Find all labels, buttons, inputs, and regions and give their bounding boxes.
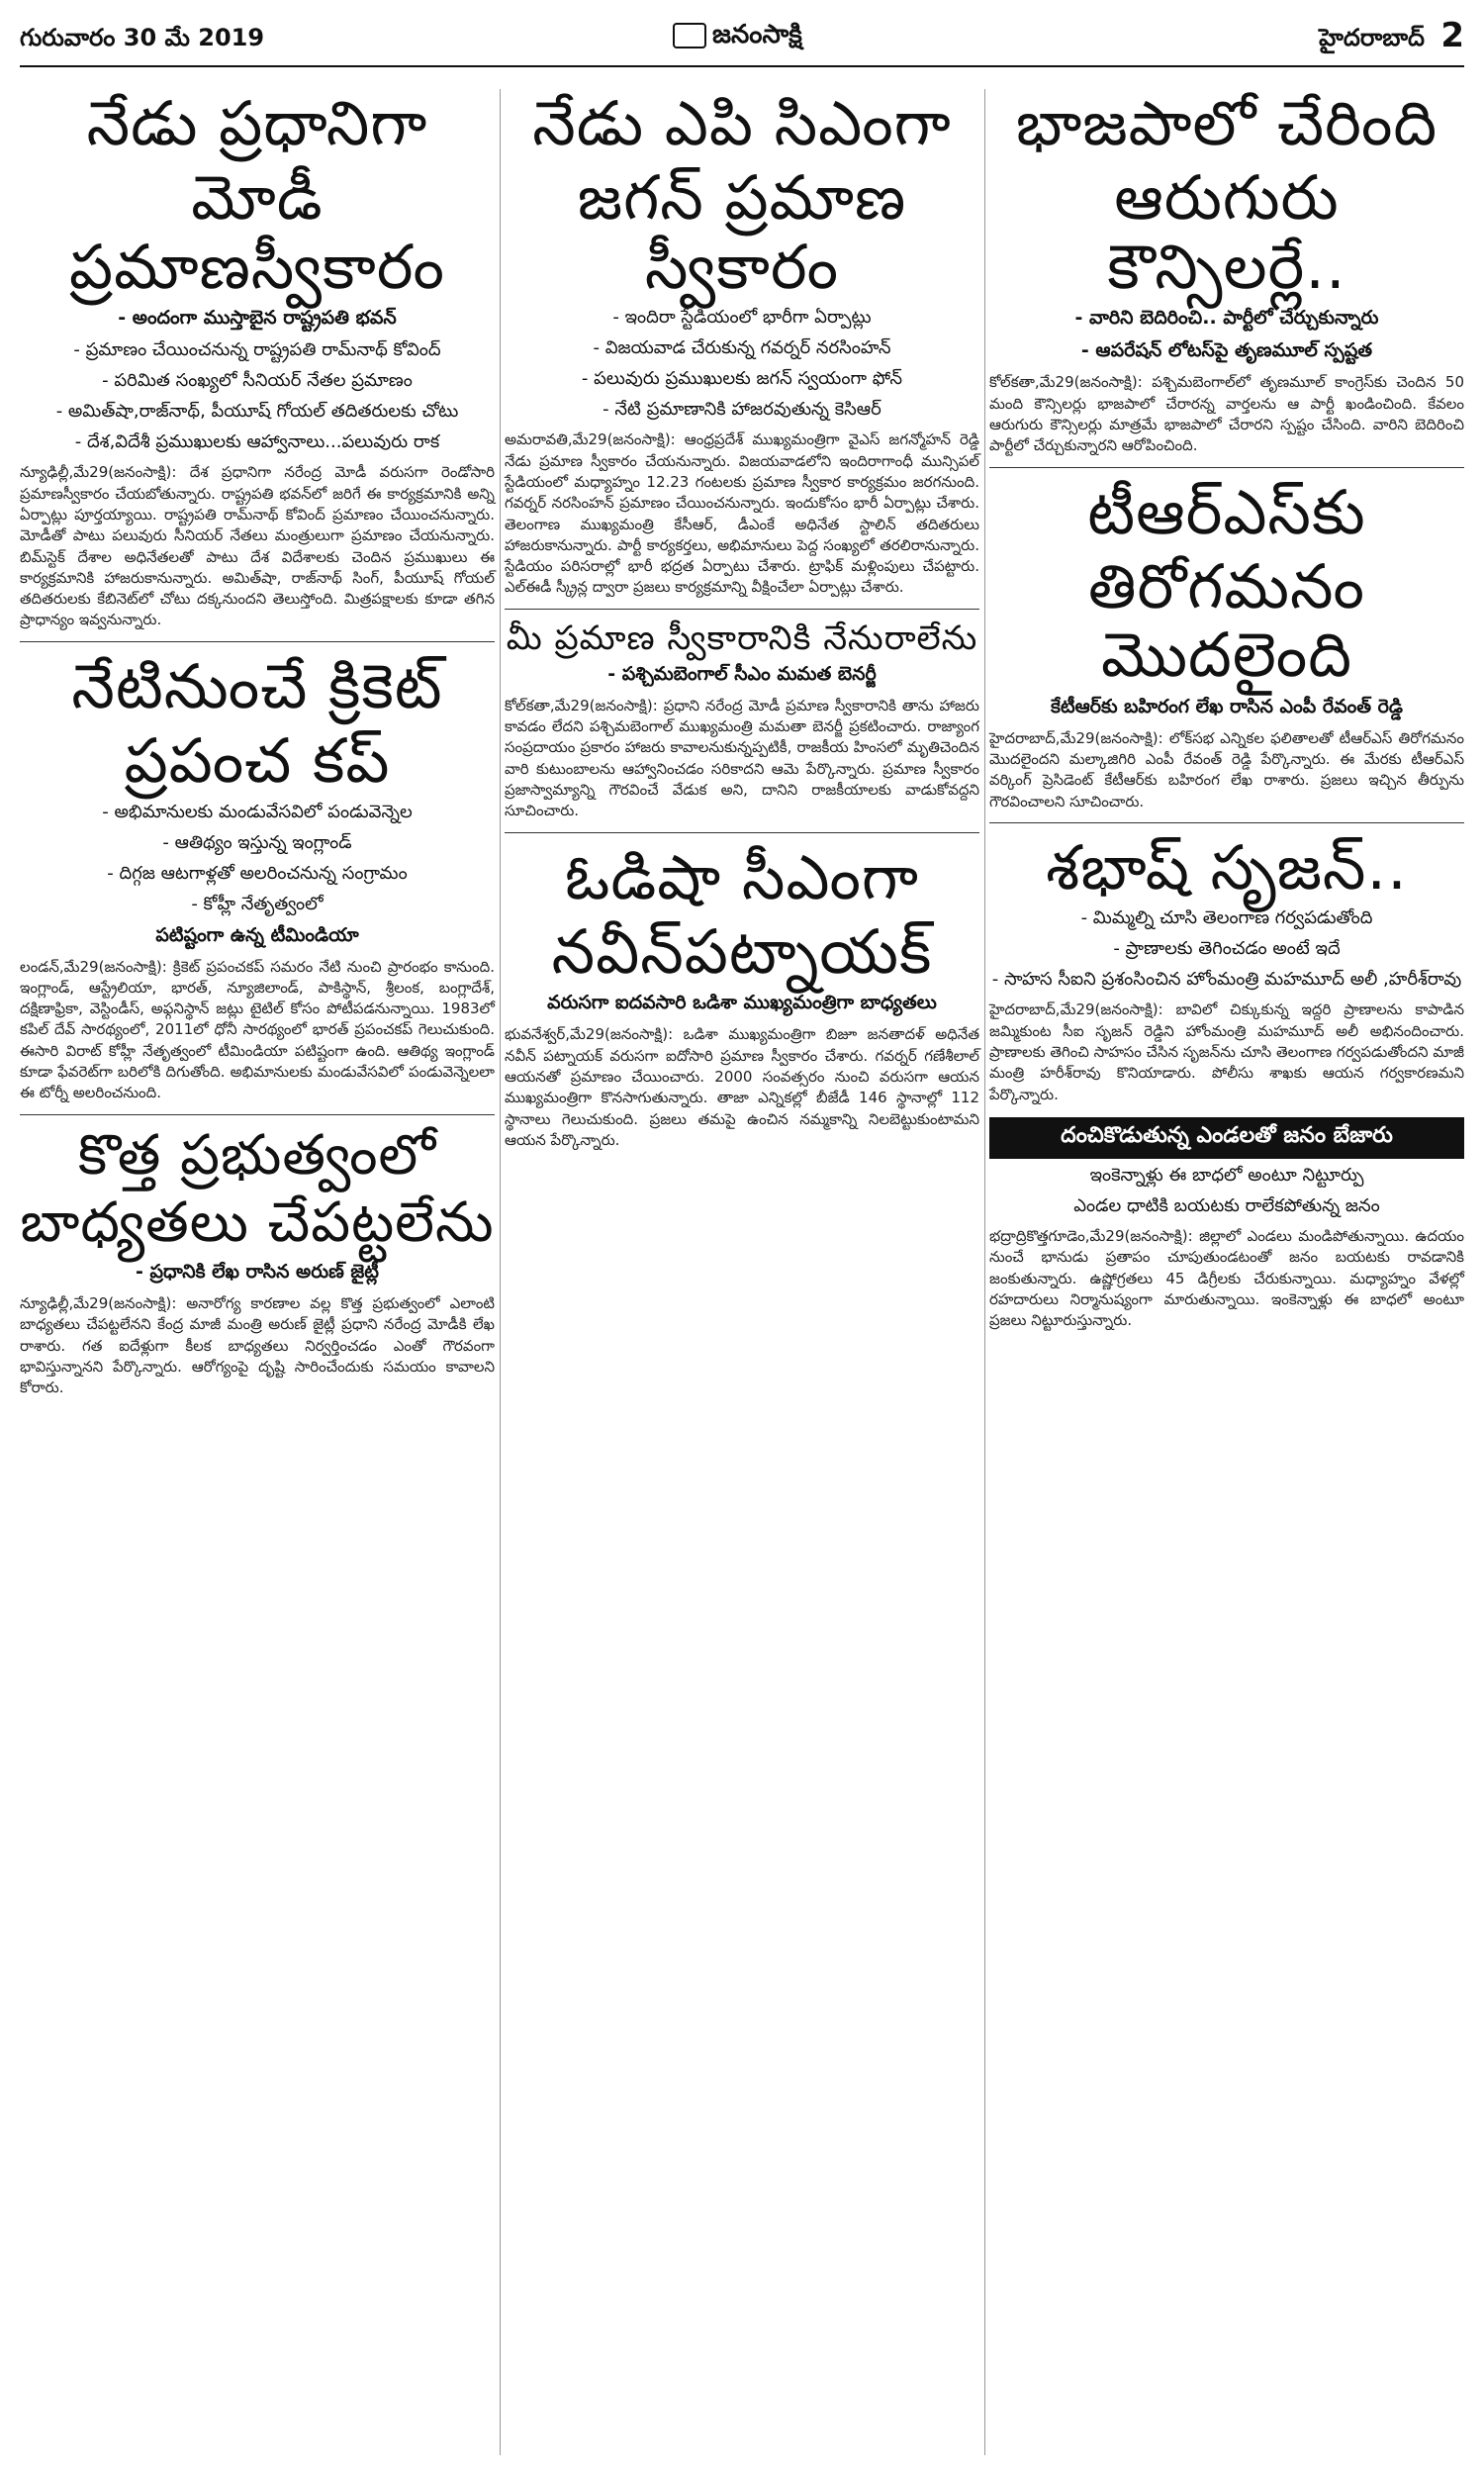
headline-mamata: మీ ప్రమాణ స్వీకారానికి నేనురాలేను <box>506 618 978 658</box>
article-body-worldcup: లండన్,మే29(జనంసాక్షి): క్రికెట్ ప్రపంచకప్ సమరం నేటి నుంచి ప్రారంభం కానుంది. ఇంగ్లాండ్, ఆస్ట్రేలియా, భారత్, న్యూజిలాండ్, పాకిస్థాన్, శ్రీలంక, బంగ్లాదేశ్, దక్షిణాఫ్రికా, వెస్టిండీస్, అఫ్గనిస్థాన్ జట్లు టైటిల్ కోసం పోటీపడనున్నాయి. 1983లో కపిల్ దేవ్ సారథ్యంలో, 2011లో ధోనీ సారథ్యంలో భారత్ ప్రపంచకప్ గెలుచుకుంది. ఈసారి విరాట్ కోహ్లీ నేతృత్వంలో టీమిండియా పటిష్టంగా ఉంది. ఆతిథ్య ఇంగ్లాండ్ కూడా ఫేవరెట్‌గా బరిలోకి దిగుతోంది. అభిమానులకు మండువేసవిలో పండువెన్నెలలా ఈ టోర్నీ అలరించనుంది. <box>20 957 495 1102</box>
headline-naveen-1: ఓడిషా సీఎంగా <box>565 840 919 913</box>
article-body-naveen: భువనేశ్వర్,మే29(జనంసాక్షి): ఒడిశా ముఖ్యమంత్రిగా బిజూ జనతాదళ్ అధినేత నవీన్ పట్నాయక్ వరుసగా ఐదోసారి ప్రమాణ స్వీకారం చేశారు. గవర్నర్ గణేశీలాల్ ఆయనతో ప్రమాణం చేయించారు. 2000 సంవత్సరం నుంచి వరుసగా ఆయన ముఖ్యమంత్రిగా కొనసాగుతున్నారు. తాజా ఎన్నికల్లో బీజేడీ 146 స్థానాల్లో 112 స్థానాలు గెలుచుకుంది. ప్రజలు తమపై ఉంచిన నమ్మకాన్ని నిలబెట్టుకుంటామని ఆయన పేర్కొన్నారు. <box>505 1025 979 1149</box>
headline-trs-1: టీఆర్ఎస్‌కు <box>1087 475 1366 548</box>
divider <box>989 467 1464 468</box>
brand-logo-icon <box>673 23 706 48</box>
bullet: - ఇందిరా స్టేడియంలో భారీగా ఏర్పాట్లు <box>612 307 872 329</box>
edition-city: హైదరాబాద్ <box>1319 24 1425 51</box>
bullet: - ఆతిథ్యం ఇస్తున్న ఇంగ్లాండ్ <box>162 831 352 853</box>
divider <box>505 832 979 833</box>
bullet: - ప్రాణాలకు తెగించడం అంటే ఇదే <box>1113 938 1341 960</box>
article-body-heatwave: భద్రాద్రికొత్తగూడెం,మే29(జనంసాక్షి): జిల్లాలో ఎండలు మండిపోతున్నాయి. ఉదయం నుంచే భానుడు ప్రతాపం చూపుతుండటంతో జనం బయటకు రావడానికి జంకుతున్నారు. ఉష్ణోగ్రతలు 45 డిగ్రీలకు చేరుకున్నాయి. మధ్యాహ్నం వేళల్లో రహదారులు నిర్మానుష్యంగా మారుతున్నాయి. ఇంకెన్నాళ్లు ఈ బాధలో అంటూ ప్రజలు నిట్టూరుస్తున్నారు. <box>989 1226 1464 1330</box>
headline-worldcup-2: ప్రపంచ కప్ <box>124 724 391 798</box>
subhead-naveen: వరుసగా ఐదవసారి ఒడిశా ముఖ్యమంత్రిగా బాధ్యతలు <box>547 992 937 1014</box>
bullet: - అమిత్‌షా,రాజ్‌నాథ్, పీయూష్ గోయల్ తదితరులకు చోటు <box>55 401 459 423</box>
bullet: - విజయవాడ చేరుకున్న గవర్నర్ నరసింహన్ <box>593 337 891 359</box>
masthead <box>20 14 1464 67</box>
bullet: - దిగ్గజ ఆటగాళ్లతో అలరించనున్న సంగ్రామం <box>107 862 408 884</box>
bullet: - పరిమిత సంఖ్యలో సీనియర్ నేతల ప్రమాణం <box>102 370 413 392</box>
subhead-modi: - అందంగా ముస్తాబైన రాష్ట్రపతి భవన్ <box>118 307 397 330</box>
bullet: - అభిమానులకు మండువేసవిలో పండువెన్నెల <box>102 801 413 822</box>
newspaper-brand <box>673 20 802 55</box>
article-body-modi: న్యూఢిల్లీ,మే29(జనంసాక్షి): దేశ ప్రధానిగా నరేంద్ర మోడీ వరుసగా రెండోసారి ప్రమాణస్వీకారం చేయబోతున్నారు. రాష్ట్రపతి భవన్‌లో జరిగే ఈ కార్యక్రమానికి అన్ని ఏర్పాట్లు పూర్తయ్యాయి. రాష్ట్రపతి రామ్‌నాథ్ కోవింద్ ప్రమాణం చేయించనున్నారు. మోడీతో పాటు పలువురు సీనియర్ నేతలు మంత్రులుగా ప్రమాణం చేయనున్నారు. బిమ్‌స్టెక్ దేశాల అధినేతలతో పాటు దేశ విదేశాలకు చెందిన ప్రముఖులు ఈ కార్యక్రమానికి హాజరుకానున్నారు. అమిత్‌షా, రాజ్‌నాథ్ సింగ్, పీయూష్ గోయల్ తదితరులకు కేబినెట్‌లో చోటు దక్కనుందని తెలుస్తోంది. మిత్రపక్షాలకు కూడా తగిన ప్రాధాన్యం ఇవ్వనున్నారు. <box>20 463 495 629</box>
issue-date: గురువారం 30 మే 2019 <box>20 24 265 51</box>
divider <box>20 641 495 642</box>
article-body-srujan: హైదరాబాద్,మే29(జనంసాక్షి): బావిలో చిక్కుకున్న ఇద్దరి ప్రాణాలను కాపాడిన జమ్మికుంట సీఐ సృజన్ రెడ్డిని హోంమంత్రి మహమూద్ అలీ అభినందించారు. ప్రాణాలకు తెగించి సాహసం చేసిన సృజన్‌ను చూసి తెలంగాణ గర్వపడుతోందని మాజీ మంత్రి హరీశ్‌రావు కొనియాడారు. పోలీసు శాఖకు ఆయన గర్వకారణమని పేర్కొన్నారు. <box>989 1000 1464 1103</box>
bullet: - కోహ్లీ నేతృత్వంలో <box>191 893 324 914</box>
article-body-bjp: కోల్‌కతా,మే29(జనంసాక్షి): పశ్చిమబెంగాల్‌లో తృణమూల్ కాంగ్రెస్‌కు చెందిన 50 మంది కౌన్సిలర్లు భాజపాలో చేరారన్న వార్తలను ఆ పార్టీ ఖండించింది. కేవలం ఆరుగురు కౌన్సిలర్లు మాత్రమే భాజపాలో చేరారని స్పష్టం చేసింది. వారిని బెదిరించి పార్టీలో చేర్చుకున్నారని ఆరోపించింది. <box>989 373 1464 455</box>
divider <box>505 609 979 610</box>
bullet: - నేటి ప్రమాణానికి హాజరవుతున్న కెసిఆర్ <box>603 399 881 421</box>
subhead-jaitley: - ప్రధానికి లేఖ రాసిన అరుణ్ జైట్లీ <box>136 1261 379 1284</box>
headline-jagan-2: జగన్ ప్రమాణ స్వీకారం <box>577 161 907 303</box>
headline-srujan: శభాష్ సృజన్.. <box>1046 831 1408 904</box>
bullet: - పలువురు ప్రముఖులకు జగన్ స్వయంగా ఫోన్ <box>581 368 903 390</box>
headline-bjp-1: భాజపాలో చేరింది <box>1015 87 1438 159</box>
column-divider <box>500 89 501 2455</box>
column-2 <box>505 89 979 2455</box>
subhead-mamata: - పశ్చిమబెంగాల్ సీఎం మమత బెనర్జీ <box>607 662 877 685</box>
headline-jaitley-1: కొత్త ప్రభుత్వంలో <box>77 1122 437 1188</box>
divider <box>20 1114 495 1115</box>
headline-jaitley-2: బాధ్యతలు చేపట్టలేను <box>20 1190 495 1256</box>
article-body-mamata: కోల్‌కతా,మే29(జనంసాక్షి): ప్రధాని నరేంద్ర మోడీ ప్రమాణ స్వీకారానికి తాను హాజరు కావడం లేదని పశ్చిమబెంగాల్ ముఖ్యమంత్రి మమతా బెనర్జీ ప్రకటించారు. రాజ్యాంగ సంప్రదాయం ప్రకారం హాజరు కావాలనుకున్నప్పటికీ, రాజకీయ హింసలో మృతిచెందిన వారి కుటుంబాలను ఆహ్వానించడం సరికాదని ఆమె పేర్కొన్నారు. ప్రమాణ స్వీకారం ప్రజాస్వామ్యాన్ని గౌరవించే వేడుక అని, దానిని రాజకీయాలకు వాడుకోవద్దని సూచించారు. <box>505 696 979 820</box>
column-1 <box>20 89 495 2455</box>
bullet: - సాహస సీఐని ప్రశంసించిన హోంమంత్రి మహమూద్ అలీ ,హరీశ్‌రావు <box>991 969 1462 991</box>
bullet: - దేశ,విదేశీ ప్రముఖులకు ఆహ్వానాలు...పలువురు రాక <box>74 431 440 453</box>
page-number: 2 <box>1440 16 1464 55</box>
bullet: ఇంకెన్నాళ్లు ఈ బాధలో అంటూ నిట్టూర్పు <box>1089 1164 1364 1186</box>
bullet: ఎండల ధాటికి బయటకు రాలేకపోతున్న జనం <box>1073 1194 1380 1216</box>
heatwave-banner: దంచికొడుతున్న ఎండలతో జనం బేజారు <box>989 1117 1464 1159</box>
column-divider <box>984 89 985 2455</box>
brand-name: జనంసాక్షి <box>712 20 802 49</box>
subhead-bjp: - వారిని బెదిరించి.. పార్టీలో చేర్చుకున్నారు <box>1074 307 1379 330</box>
divider <box>989 822 1464 823</box>
headline-modi-2: మోడీ ప్రమాణస్వీకారం <box>69 161 445 303</box>
bullet: - ప్రమాణం చేయించనున్న రాష్ట్రపతి రామ్‌నాథ్ కోవింద్ <box>73 339 441 361</box>
column-3 <box>989 89 1464 2455</box>
article-body-trs: హైదరాబాద్,మే29(జనంసాక్షి): లోక్‌సభ ఎన్నికల ఫలితాలతో టీఆర్ఎస్ తిరోగమనం మొదలైందని మల్కాజిగిరి ఎంపీ రేవంత్ రెడ్డి పేర్కొన్నారు. ఈ మేరకు టీఆర్ఎస్ వర్కింగ్ ప్రెసిడెంట్ కేటీఆర్‌కు బహిరంగ లేఖ రాశారు. ప్రజలు ఇచ్చిన తీర్పును గౌరవించాలని సూచించారు. <box>989 728 1464 810</box>
headline-modi-1: నేడు ప్రధానిగా <box>86 87 428 159</box>
bullet: - మిమ్మల్ని చూసి తెలంగాణ గర్వపడుతోంది <box>1080 907 1373 929</box>
headline-worldcup-1: నేటినుంచే క్రికెట్ <box>71 649 443 722</box>
kicker-worldcup: పటిష్టంగా ఉన్న టీమిండియా <box>155 923 359 946</box>
headline-bjp-2: ఆరుగురు కౌన్సిలర్లే.. <box>1107 161 1346 303</box>
subhead-trs: కేటీఆర్‌కు బహిరంగ లేఖ రాసిన ఎంపీ రేవంత్ రెడ్డి <box>1051 695 1403 717</box>
article-body-jaitley: న్యూఢిల్లీ,మే29(జనంసాక్షి): అనారోగ్య కారణాల వల్ల కొత్త ప్రభుత్వంలో ఎలాంటి బాధ్యతలు చేపట్టలేనని కేంద్ర మాజీ మంత్రి అరుణ్ జైట్లీ ప్రధాని నరేంద్ర మోడీకి లేఖ రాశారు. గత ఐదేళ్లుగా కీలక బాధ్యతలు నిర్వర్తించడం ఎంతో గౌరవంగా భావిస్తున్నానని పేర్కొన్నారు. ఆరోగ్యంపై దృష్టి సారించేందుకు సమయం కావాలని కోరారు. <box>20 1294 495 1397</box>
subhead-bjp-2: - ఆపరేషన్ లోటస్‌పై తృణమూల్ స్పష్టత <box>1080 339 1373 362</box>
headline-naveen-2: నవీన్‌పట్నాయక్ <box>551 914 933 988</box>
headline-trs-2: తిరోగమనం మొదలైంది <box>1088 549 1365 692</box>
article-body-jagan: అమరావతి,మే29(జనంసాక్షి): ఆంధ్రప్రదేశ్ ముఖ్యమంత్రిగా వైఎస్ జగన్మోహన్ రెడ్డి నేడు ప్రమాణ స్వీకారం చేయనున్నారు. విజయవాడలోని ఇందిరాగాంధీ మున్సిపల్ స్టేడియంలో మధ్యాహ్నం 12.23 గంటలకు ప్రమాణ స్వీకార కార్యక్రమం జరగనుంది. గవర్నర్ నరసింహన్ ప్రమాణం చేయించనున్నారు. ఇందుకోసం భారీ ఏర్పాట్లు చేశారు. తెలంగాణ ముఖ్యమంత్రి కేసీఆర్, డీఎంకే అధినేత స్టాలిన్ తదితరులు హాజరుకానున్నారు. పార్టీ కార్యకర్తలు, అభిమానులు పెద్ద సంఖ్యలో తరలిరానున్నారు. స్టేడియం పరిసరాల్లో భారీ భద్రత ఏర్పాటు చేశారు. ట్రాఫిక్ మళ్లింపులు చేపట్టారు. ఎల్‌ఈడీ స్క్రీన్ల ద్వారా ప్రజలు కార్యక్రమాన్ని వీక్షించేలా ఏర్పాట్లు చేశారు. <box>505 430 979 597</box>
headline-jagan-1: నేడు ఎపి సిఎంగా <box>532 87 952 159</box>
